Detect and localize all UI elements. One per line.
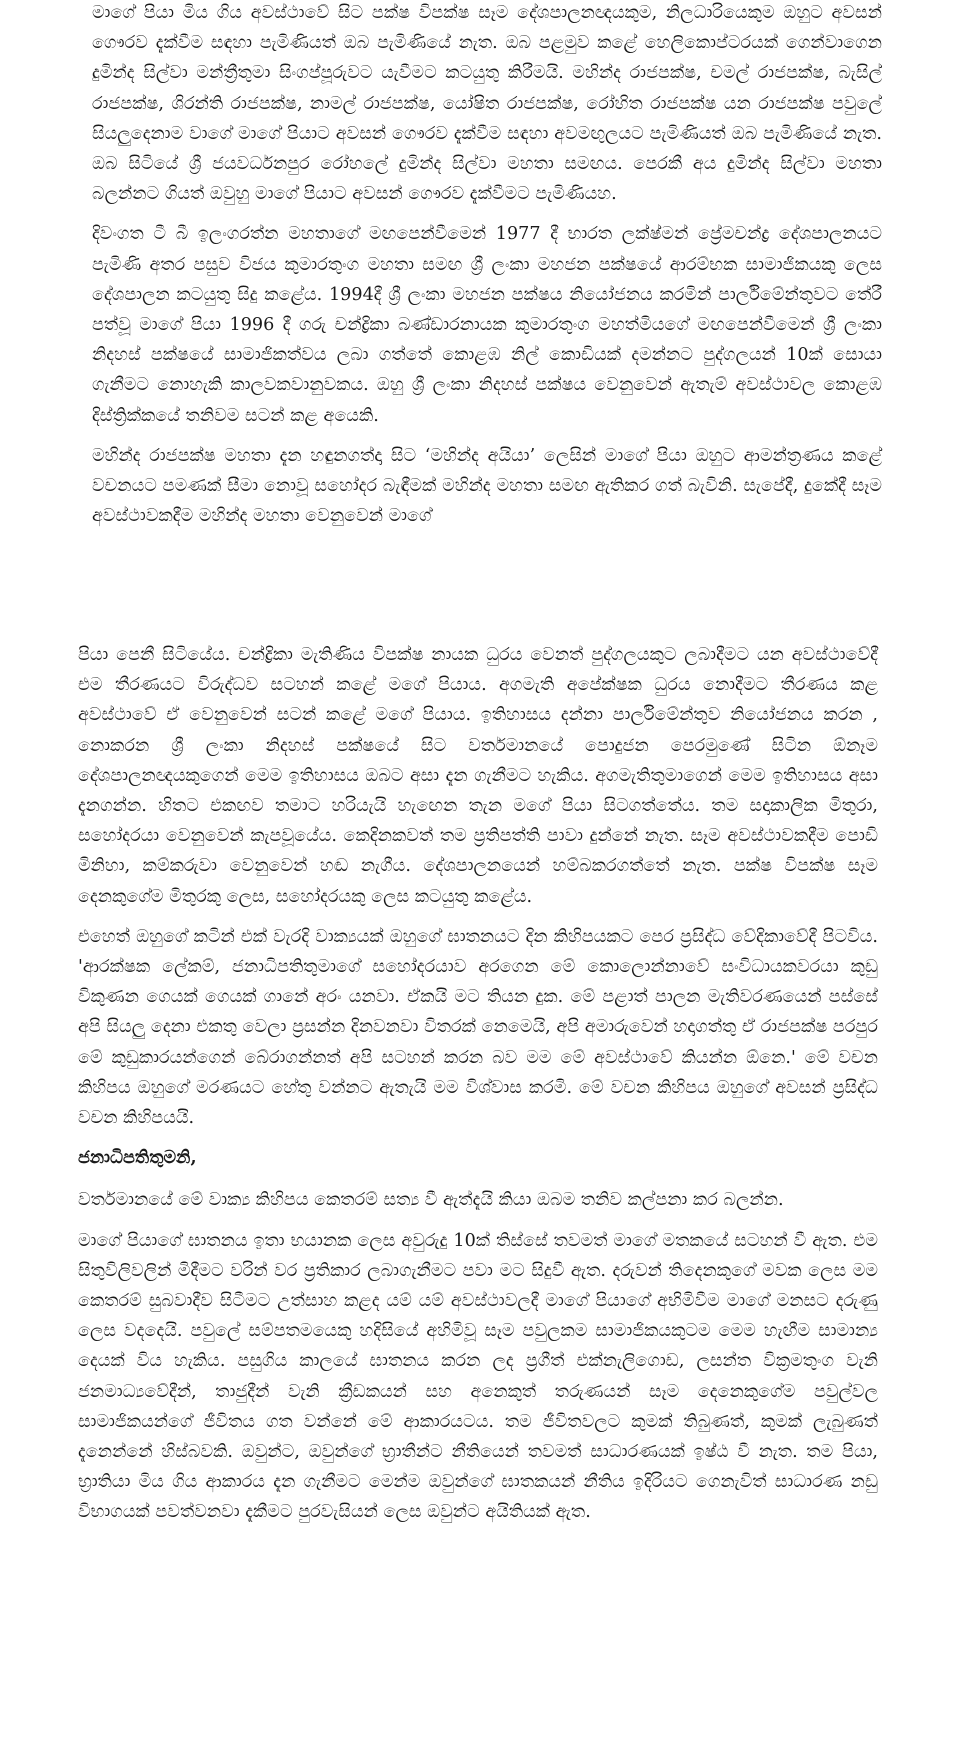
paragraph-reflect: වර්තමානයේ මේ වාක්‍ය කිහිපය කෙතරම් සත්‍ය වී ඇත්දැයි කියා ඔබම තනිව කල්පනා කර බලන්න. [78, 1190, 784, 1211]
paragraph-trauma-justice: මාගේ පියාගේ ඝාතනය ඉතා භයානක ලෙස අවුරුදු 10ක් තිස්සේ තවමත් මාගේ මතකයේ සටහන් වී ඇත. එම සිතුවිලිවලින් මිදීමට වරින් වර ප්‍රතිකාර ලබාගැනීමට පවා මට සිදුවී ඇත. දරුවන් තිදෙනකුගේ මවක ලෙස මම කෙතරම් සුබවාදීව සිටීමට උත්සාහ කළද යම් යම් අවස්ථාවලදී මාගේ පියාගේ අභිමිවීම මාගේ මනසට දරුණු ලෙස වදදෙයි. පවුලේ සම්පතමයෙකු හදිසියේ අහිමිවූ සෑම පවුලකම සාමාජිකයකුටම මෙම හැඟීම සාමාන්‍ය දෙයක් විය හැකිය. පසුගිය කාලයේ ඝාතනය කරන ලද ප්‍රගීත් එක්නැලිගොඩ, ලසන්ත වික්‍රමතුංග වැනි ජනමාධ්‍යවේදීන්, තාජුදීන් වැනි ක්‍රීඩකයන් සහ අනෙකුත් තරුණයන් සෑම දෙනෙකුගේම පවුල්වල සාමාජිකයන්ගේ ජීවිතය ගත වන්නේ මේ ආකාරයටය. තම ජීවිතවලට කුමක් තිබුණත්, කුමක් ලැබුණත් දැනෙන්නේ හිස්බවකි. ඔවුන්ට, ඔවුන්ගේ භ්‍රාතීන්ට නීතියෙන් තවමත් සාධාරණයක් ඉෂ්ඨ වී නැත. තම පියා, භ්‍රාතියා මිය ගිය ආකාරය දැන ගැනීමට මෙන්ම ඔවුන්ගේ ඝාතකයන් නීතිය ඉදිරියට ගෙනැවිත් සාධාරණ නඩු විභාගයක් පවත්වනවා දැකීමට පුරවැසියන් ලෙස ඔවුන්ට අයිතියක් ඇත. [78, 1230, 878, 1523]
paragraph-funeral: මාගේ පියා මිය ගිය අවස්ථාවේ සිට පක්ෂ විපක්ෂ සෑම දේශපාලනඥයකුම, නිලධාරියෙකුම ඔහුට අවසන් ගෞරව දැක්වීම සඳහා පැමිණියත් ඔබ පැමිණියේ නැත. ඔබ පළමුව කළේ හෙලිකොප්ටරයක් ගෙන්වාගෙන දුමින්ද සිල්වා මන්ත්‍රීතුමා සිංගප්පූරුවට යැවීමට කටයුතු කිරීමයි. මහින්ද රාජපක්ෂ, චමල් රාජපක්ෂ, බැසිල් රාජපක්ෂ, ශිරන්ති රාජපක්ෂ, නාමල් රාජපක්ෂ, යෝෂිත රාජපක්ෂ, රෝහිත රාජපක්ෂ යන රාජපක්ෂ පවුලේ සියලුදෙනාම වාගේ මාගේ පියාට අවසන් ගෞරව දැක්වීම සඳහා අවමඟුලයට පැමිණියත් ඔබ පැමිණියේ නැත. ඔබ සිටියේ ශ්‍රී ජයවර්ධනපුර රෝහලේ දුමින්ද සිල්වා මහතා සමඟය. පෙරකී අය දුමින්ද සිල්වා මහතා බලන්නට ගියත් ඔවුහු මාගේ පියාට අවසන් ගෞරව දැක්වීමට පැමිණියහ. [92, 3, 882, 205]
paragraph-stood-by: පියා පෙනී සිටියේය. චන්ද්‍රිකා මැතිණිය විපක්ෂ නායක ධුරය වෙනත් පුද්ගලයකුට ලබාදීමට යන අවස්ථාවේදී එම තීරණයට විරුද්ධව සටහන් කළේ මගේ පියාය. අගමැති අපේක්ෂක ධුරය නොදීමට තීරණය කළ අවස්ථාවේ ඒ වෙනුවෙන් සටන් කළේ මගේ පියාය. ඉතිහාසය දන්නා පාර්ලිමේන්තුව නියෝජනය කරන , නොකරන ශ්‍රී ලංකා නිදහස් පක්ෂයේ සිට වර්තමානයේ පොදුජන පෙරමුණේ සිටින ඕනෑම දේශපාලනඥයකුගෙන් මෙම ඉතිහාසය ඔබට අසා දැන ගැනීමට හැකිය. අගමැතිතුමාගෙන් මෙම ඉතිහාසය අසා දැනගන්න. හිතට එකඟව තමාට හරියැයි හැඟෙන තැන මගේ පියා සිටගත්තේය. තම සදාකාලික මිතුරා, සහෝදරයා වෙනුවෙන් කැපවූයේය. කෙදිනකවත් තම ප්‍රතිපත්ති පාවා දුන්නේ නැත. සෑම අවස්ථාවකදීම පොඩි මිනිහා, කම්කරුවා වෙනුවෙන් හඬ නැගීය. දේශපාලනයෙන් හම්බකරගත්තේ නැත. පක්ෂ විපක්ෂ සෑම දෙනකුගේම මිතුරකු ලෙස, සහෝදරයකු ලෙස කටයුතු කළේය. [78, 645, 878, 907]
paragraph-last-words: එහෙත් ඔහුගේ කටින් එක් වැරදි වාක්‍යයක් ඔහුගේ ඝාතනයට දින කිහිපයකට පෙර ප්‍රසිද්ධ වේදිකාවේදී පිටවිය. 'ආරක්ෂක ලේකම්, ජනාධිපතිතුමාගේ සහෝදරයාව අරගෙන මේ කොලොන්නාවේ සංවිධායකවරයා කුඩු විකුණන ගෙයක් ගෙයක් ගානේ අරං යනවා. ඒකයි මට තියන දුක. මේ පළාත් පාලන මැතිවරණයෙන් පස්සේ අපි සියලු දෙනා එකතු වෙලා ප්‍රසන්න දිනවනවා විතරක් නෙමෙයි, අපි අමාරුවෙන් හදාගත්තු ඒ රාජපක්ෂ පරපුර මේ කුඩුකාරයන්ගෙන් බේරාගන්නත් අපි සටහන් කරන බව මම මේ අවස්ථාවේ කියන්න ඕනෙ.' මේ වචන කිහිපය ඔහුගේ මරණයට හේතු වන්නට ඇතැයි මම විශ්වාස කරමි. මේ වචන කිහිපය ඔහුගේ අවසන් ප්‍රසිද්ධ වචන කිහිපයයි. [78, 926, 878, 1129]
top-page [0, 0, 970, 580]
top-page-text-column [92, 0, 882, 541]
bottom-page [0, 640, 970, 1751]
salutation-heading: ජනාධිපතිතුමනි, [78, 1147, 197, 1169]
bottom-page-text-column [78, 640, 878, 1538]
paragraph-mahinda-ayya: මහින්ද රාජපක්ෂ මහතා දැන හඳුනගත්දා සිට ‘මහින්ද අයියා’ ලෙසින් මාගේ පියා ඔහුට ආමන්ත්‍රණය කළේ වචනයට පමණක් සීමා නොවූ සහෝදර බැඳීමක් මහින්ද මහතා සමඟ ඇතිකර ගත් බැවිනි. සැපේදී, දුකේදී සෑම අවස්ථාවකදීම මහින්ද මහතා වෙනුවෙන් මාගේ [92, 445, 882, 527]
page-break [0, 580, 970, 640]
paragraph-political-history: දිවංගත ටී බී ඉලංගරත්න මහතාගේ මඟපෙන්වීමෙන් 1977 දී භාරත ලක්ෂ්මන් ප්‍රේමචන්ද්‍ර දේශපාලනයට පැමිණි අතර පසුව විජය කුමාරතුංග මහතා සමඟ ශ්‍රී ලංකා මහජන පක්ෂයේ ආරම්භක සාමාජිකයකු ලෙස දේශපාලන කටයුතු සිදු කළේය. 1994දී ශ්‍රී ලංකා මහජන පක්ෂය නියෝජනය කරමින් පාර්ලිමේන්තුවට තේරී පත්වූ මාගේ පියා 1996 දී ගරු චන්ද්‍රිකා බණ්ඩාරනායක කුමාරතුංග මහත්මියගේ මඟපෙන්වීමෙන් ශ්‍රී ලංකා නිදහස් පක්ෂයේ සාමාජිකත්වය ලබා ගත්තේ කොළඹ නිල් කොඩියක් දමන්නට පුද්ගලයන් 10ක් සොයා ගැනීමට නොහැකි කාලවකවානුවකය. ඔහු ශ්‍රී ලංකා නිදහස් පක්ෂය වෙනුවෙන් ඇතැම් අවස්ථාවල කොළඹ දිස්ත්‍රික්කයේ තනිවම සටන් කළ අයෙකි. [92, 224, 882, 426]
